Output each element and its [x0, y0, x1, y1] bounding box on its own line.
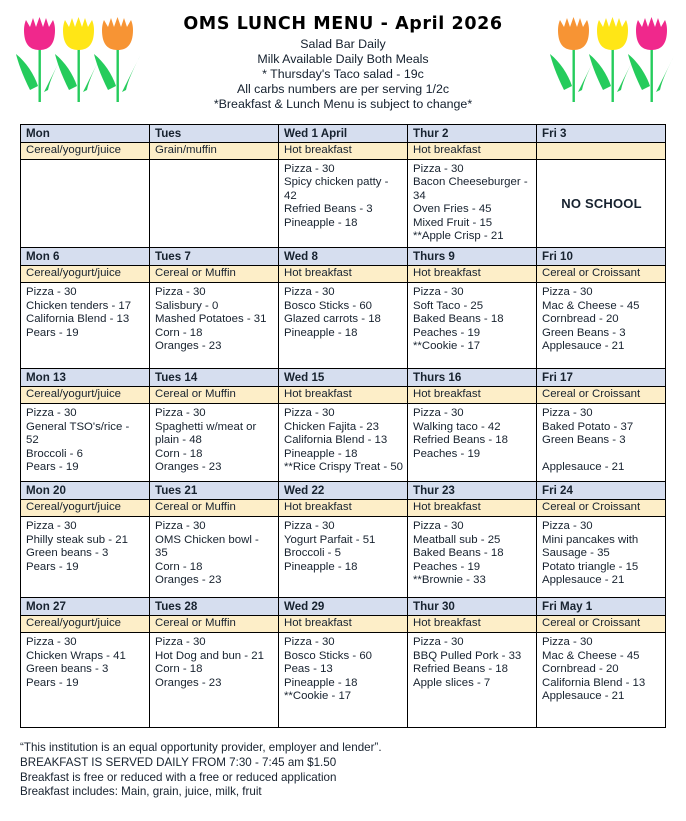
menu-item: Pizza - 30: [155, 407, 206, 420]
breakfast-cell: Cereal/yogurt/juice: [21, 500, 150, 517]
menu-item: Applesauce - 21: [542, 340, 625, 353]
day-header-cell: Fri 24: [537, 482, 666, 500]
day-header-cell: Tues: [150, 125, 279, 143]
menu-item: Pears - 19: [26, 326, 79, 339]
header-subline-1: Milk Available Daily Both Meals: [257, 52, 429, 66]
breakfast-cell: Hot breakfast: [408, 266, 537, 283]
menu-item: Peaches - 19: [413, 326, 481, 339]
menu-item: California Blend - 13: [284, 434, 388, 447]
menu-item: Broccoli - 5: [284, 547, 341, 560]
lunch-cell: [408, 404, 537, 482]
lunch-cell: [279, 283, 408, 369]
menu-item: Mixed Fruit - 15: [413, 216, 493, 229]
day-header-cell: Fri 10: [537, 248, 666, 266]
lunch-cell: [21, 404, 150, 482]
day-header-cell: Tues 14: [150, 369, 279, 387]
menu-item: Applesauce - 21: [542, 690, 625, 703]
lunch-cell: [408, 517, 537, 598]
week-lunch-row: [21, 517, 666, 598]
menu-item: Peaches - 19: [413, 447, 481, 460]
footer-line-3: Breakfast includes: Main, grain, juice, milk, fruit: [20, 785, 262, 799]
menu-item: Pizza - 30: [26, 520, 77, 533]
breakfast-cell: Cereal or Muffin: [150, 616, 279, 633]
menu-item: Spaghetti w/meat or plain - 48: [155, 420, 257, 447]
breakfast-cell: Cereal/yogurt/juice: [21, 387, 150, 404]
menu-item: Green beans - 3: [26, 547, 109, 560]
menu-item: [542, 448, 661, 461]
breakfast-cell: Hot breakfast: [279, 143, 408, 160]
menu-item: Pizza - 30: [542, 520, 593, 533]
menu-item: Pineapple - 18: [284, 216, 358, 229]
day-header-cell: Mon 6: [21, 248, 150, 266]
menu-item: Pears - 19: [26, 676, 79, 689]
lunch-cell: [150, 633, 279, 728]
menu-item: Pineapple - 18: [284, 326, 358, 339]
menu-item: Chicken tenders - 17: [26, 299, 132, 312]
menu-item: Pizza - 30: [284, 163, 335, 175]
menu-item: Potato triangle - 15: [542, 560, 639, 573]
breakfast-cell: Cereal or Croissant: [537, 387, 666, 404]
menu-item: Pears - 19: [26, 560, 79, 573]
menu-item: California Blend - 13: [26, 313, 130, 326]
menu-item: Oranges - 23: [155, 574, 222, 587]
week-day-header-row: [21, 598, 666, 616]
lunch-cell: [537, 517, 666, 598]
menu-item: Pears - 19: [26, 461, 79, 474]
menu-item: Oven Fries - 45: [413, 203, 492, 216]
menu-item: Baked Potato - 37: [542, 420, 634, 433]
header-subline-0: Salad Bar Daily: [300, 37, 386, 51]
menu-item: **Apple Crisp - 21: [413, 230, 504, 243]
lunch-cell: [150, 160, 279, 248]
day-header-cell: Thurs 9: [408, 248, 537, 266]
menu-item: Mashed Potatoes - 31: [155, 313, 267, 326]
lunch-cell: [537, 404, 666, 482]
menu-item: Pizza - 30: [542, 286, 593, 299]
breakfast-cell: Cereal or Muffin: [150, 387, 279, 404]
menu-item: Pizza - 30: [413, 286, 464, 299]
day-header-cell: Fri 17: [537, 369, 666, 387]
menu-item: Pizza - 30: [542, 636, 593, 649]
menu-item: Green Beans - 3: [542, 434, 626, 447]
menu-item: Pineapple - 18: [284, 560, 358, 573]
menu-item: Peas - 13: [284, 663, 333, 676]
week-lunch-row: [21, 404, 666, 482]
menu-item: Pizza - 30: [26, 636, 77, 649]
footer-notes: [20, 741, 666, 799]
day-header-cell: Thur 23: [408, 482, 537, 500]
menu-item: Corn - 18: [155, 447, 203, 460]
menu-item: Pizza - 30: [155, 286, 206, 299]
day-header-cell: Wed 8: [279, 248, 408, 266]
day-header-cell: Fri May 1: [537, 598, 666, 616]
day-header-cell: Thur 2: [408, 125, 537, 143]
menu-item: Baked Beans - 18: [413, 547, 504, 560]
menu-table: [20, 124, 666, 728]
menu-item: Oranges - 23: [155, 461, 222, 474]
menu-item: Pizza - 30: [413, 163, 464, 175]
menu-item: Oranges - 23: [155, 676, 222, 689]
week-breakfast-row: [21, 616, 666, 633]
header-subline-2: * Thursday's Taco salad - 19c: [262, 67, 424, 81]
menu-item: Bosco Sticks - 60: [284, 299, 372, 312]
lunch-cell: [150, 404, 279, 482]
footer-line-1: BREAKFAST IS SERVED DAILY FROM 7:30 - 7:45 am $1.50: [20, 756, 337, 770]
day-header-cell: Wed 15: [279, 369, 408, 387]
lunch-cell: [21, 160, 150, 248]
lunch-cell: [537, 633, 666, 728]
menu-item: Apple slices - 7: [413, 676, 491, 689]
breakfast-cell: Cereal or Croissant: [537, 616, 666, 633]
breakfast-cell: [537, 143, 666, 160]
day-header-cell: Tues 28: [150, 598, 279, 616]
breakfast-cell: Hot breakfast: [408, 500, 537, 517]
menu-item: Soft Taco - 25: [413, 299, 484, 312]
menu-item: Refried Beans - 18: [413, 663, 508, 676]
lunch-cell: [21, 517, 150, 598]
day-header-cell: Thurs 16: [408, 369, 537, 387]
lunch-cell: [150, 283, 279, 369]
lunch-cell: [279, 633, 408, 728]
menu-item: Hot Dog and bun - 21: [155, 649, 264, 662]
menu-item: Refried Beans - 3: [284, 203, 373, 216]
menu-item: Pineapple - 18: [284, 676, 358, 689]
day-header-cell: Wed 1 April: [279, 125, 408, 143]
lunch-cell: [279, 404, 408, 482]
menu-banner: [0, 0, 686, 120]
day-header-cell: Wed 29: [279, 598, 408, 616]
menu-item: Green beans - 3: [26, 663, 109, 676]
week-breakfast-row: [21, 266, 666, 283]
menu-item: Pizza - 30: [284, 636, 335, 649]
tulip-decoration-left-icon: [12, 12, 144, 117]
footer-line-0: “This institution is an equal opportunity provider, employer and lender”.: [20, 741, 382, 755]
menu-item: Green Beans - 3: [542, 326, 626, 339]
week-lunch-row: [21, 633, 666, 728]
menu-item: Corn - 18: [155, 326, 203, 339]
week-breakfast-row: [21, 387, 666, 404]
menu-item: **Rice Crispy Treat - 50: [284, 461, 404, 474]
breakfast-cell: Cereal/yogurt/juice: [21, 266, 150, 283]
menu-item: Pizza - 30: [284, 520, 335, 533]
day-header-cell: Tues 21: [150, 482, 279, 500]
menu-item: Pizza - 30: [413, 520, 464, 533]
menu-item: Cornbread - 20: [542, 313, 619, 326]
breakfast-cell: Grain/muffin: [150, 143, 279, 160]
breakfast-cell: Cereal/yogurt/juice: [21, 616, 150, 633]
no-school-label: NO SCHOOL: [561, 195, 642, 211]
week-lunch-row: [21, 160, 666, 248]
menu-item: Bosco Sticks - 60: [284, 649, 372, 662]
menu-item: OMS Chicken bowl - 35: [155, 533, 259, 560]
week-day-header-row: [21, 482, 666, 500]
header-subline-4: *Breakfast & Lunch Menu is subject to change*: [213, 97, 473, 111]
menu-item: Pizza - 30: [284, 286, 335, 299]
menu-item: Cornbread - 20: [542, 663, 619, 676]
week-lunch-row: [21, 283, 666, 369]
menu-item: Glazed carrots - 18: [284, 313, 381, 326]
menu-item: Broccoli - 6: [26, 447, 83, 460]
menu-item: California Blend - 13: [542, 676, 646, 689]
week-day-header-row: [21, 125, 666, 143]
breakfast-cell: Cereal/yogurt/juice: [21, 143, 150, 160]
breakfast-cell: Hot breakfast: [279, 500, 408, 517]
menu-item: Corn - 18: [155, 560, 203, 573]
menu-item: Meatball sub - 25: [413, 533, 501, 546]
menu-item: Philly steak sub - 21: [26, 533, 128, 546]
menu-item: Pizza - 30: [26, 286, 77, 299]
lunch-cell: [408, 283, 537, 369]
lunch-cell: [408, 633, 537, 728]
breakfast-cell: Cereal or Croissant: [537, 500, 666, 517]
lunch-cell: [279, 517, 408, 598]
menu-item: Peaches - 19: [413, 560, 481, 573]
menu-item: Baked Beans - 18: [413, 313, 504, 326]
week-day-header-row: [21, 248, 666, 266]
lunch-cell: [279, 160, 408, 248]
menu-item: Pizza - 30: [413, 407, 464, 420]
menu-item: BBQ Pulled Pork - 33: [413, 649, 522, 662]
lunch-cell: [150, 517, 279, 598]
menu-item: Salisbury - 0: [155, 299, 219, 312]
day-header-cell: Wed 22: [279, 482, 408, 500]
menu-item: Pizza - 30: [26, 407, 77, 420]
day-header-cell: Thur 30: [408, 598, 537, 616]
menu-item: **Cookie - 17: [413, 340, 481, 353]
lunch-cell: [21, 283, 150, 369]
week-breakfast-row: [21, 500, 666, 517]
no-school-cell: [537, 160, 666, 248]
day-header-cell: Mon 13: [21, 369, 150, 387]
menu-item: Refried Beans - 18: [413, 434, 508, 447]
breakfast-cell: Hot breakfast: [408, 143, 537, 160]
menu-item: Pizza - 30: [284, 407, 335, 420]
week-day-header-row: [21, 369, 666, 387]
lunch-cell: [537, 283, 666, 369]
menu-item: Pineapple - 18: [284, 447, 358, 460]
menu-item: Chicken Fajita - 23: [284, 420, 379, 433]
day-header-cell: Mon: [21, 125, 150, 143]
menu-item: Applesauce - 21: [542, 574, 625, 587]
day-header-cell: Fri 3: [537, 125, 666, 143]
breakfast-cell: Hot breakfast: [408, 616, 537, 633]
menu-item: Pizza - 30: [413, 636, 464, 649]
header-subline-3: All carbs numbers are per serving 1/2c: [236, 82, 450, 96]
page-title: OMS LUNCH MENU - April 2026: [183, 14, 503, 34]
breakfast-cell: Cereal or Muffin: [150, 266, 279, 283]
day-header-cell: Mon 20: [21, 482, 150, 500]
menu-header-text: [128, 0, 558, 112]
menu-item: General TSO's/rice - 52: [26, 420, 130, 447]
menu-item: **Brownie - 33: [413, 574, 486, 587]
breakfast-cell: Hot breakfast: [279, 616, 408, 633]
breakfast-cell: Cereal or Muffin: [150, 500, 279, 517]
week-breakfast-row: [21, 143, 666, 160]
menu-item: Pizza - 30: [155, 636, 206, 649]
breakfast-cell: Hot breakfast: [279, 266, 408, 283]
menu-item: Chicken Wraps - 41: [26, 649, 126, 662]
menu-item: Oranges - 23: [155, 340, 222, 353]
day-header-cell: Tues 7: [150, 248, 279, 266]
breakfast-cell: Cereal or Croissant: [537, 266, 666, 283]
menu-item: Walking taco - 42: [413, 420, 501, 433]
lunch-cell: [21, 633, 150, 728]
menu-item: Corn - 18: [155, 663, 203, 676]
menu-item: Pizza - 30: [542, 407, 593, 420]
breakfast-cell: Hot breakfast: [408, 387, 537, 404]
menu-item: Mac & Cheese - 45: [542, 649, 640, 662]
menu-item: Bacon Cheeseburger - 34: [413, 176, 528, 202]
lunch-cell: [408, 160, 537, 248]
menu-item: Pizza - 30: [155, 520, 206, 533]
footer-line-2: Breakfast is free or reduced with a free or reduced application: [20, 770, 337, 784]
menu-item: **Cookie - 17: [284, 690, 352, 703]
day-header-cell: Mon 27: [21, 598, 150, 616]
menu-item: Yogurt Parfait - 51: [284, 533, 376, 546]
menu-item: Applesauce - 21: [542, 461, 625, 474]
tulip-decoration-right-icon: [546, 12, 678, 117]
menu-item: Mac & Cheese - 45: [542, 299, 640, 312]
menu-item: Spicy chicken patty - 42: [284, 176, 389, 202]
menu-item: Mini pancakes with Sausage - 35: [542, 533, 639, 560]
breakfast-cell: Hot breakfast: [279, 387, 408, 404]
